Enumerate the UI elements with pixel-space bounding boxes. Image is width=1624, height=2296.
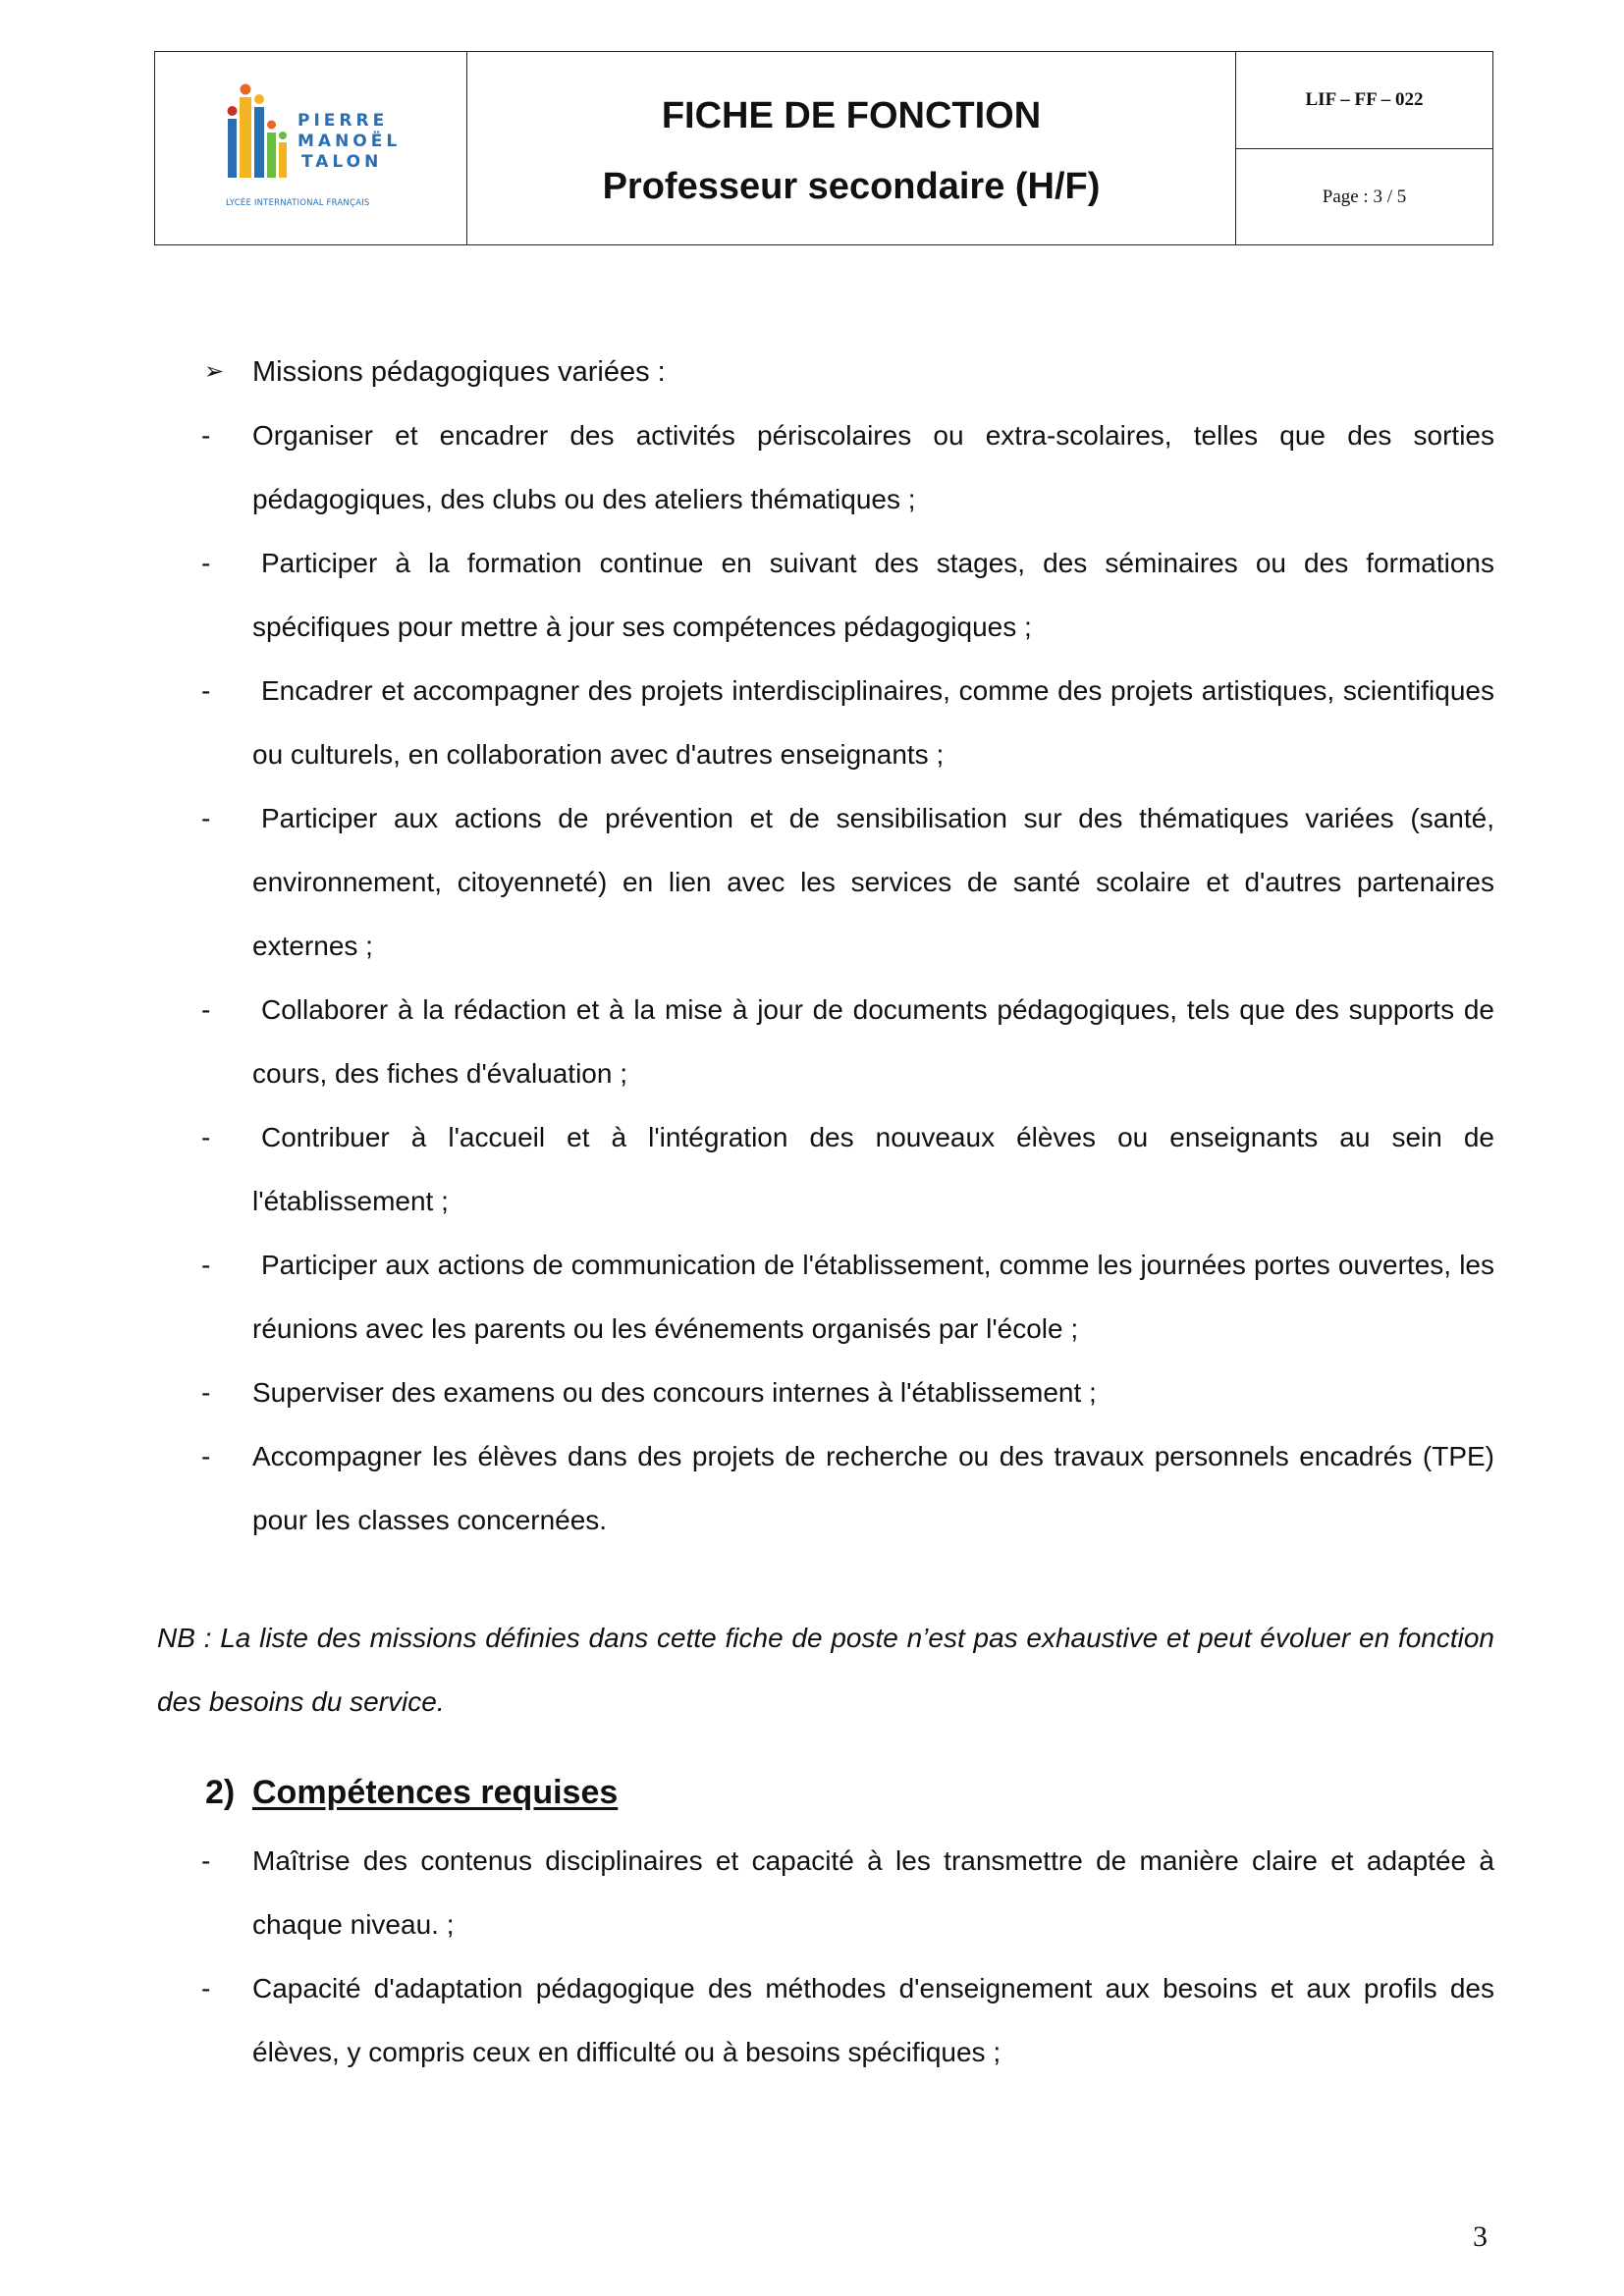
logo-tagline: LYCÉE INTERNATIONAL FRANÇAIS <box>226 198 370 208</box>
list-item-text: Contribuer à l'accueil et à l'intégration des nouveaux élèves ou enseignants au sein de l'établissement ; <box>252 1122 1494 1216</box>
list-item <box>157 1361 1494 1424</box>
document-header <box>154 51 1493 245</box>
school-logo <box>226 81 422 219</box>
page-indicator: Page : 3 / 5 <box>1322 186 1407 207</box>
meta-cell <box>1236 52 1492 244</box>
nb-text: : La liste des missions définies dans cette fiche de poste n’est pas exhaustive et peut évoluer en fonction des besoins du service. <box>157 1623 1494 1717</box>
document-reference: LIF – FF – 022 <box>1236 52 1492 149</box>
list-item <box>157 1424 1494 1552</box>
title-cell <box>467 52 1236 244</box>
logo-wordmark <box>298 111 401 173</box>
dash-bullet: - <box>201 675 211 706</box>
nb-label: NB <box>157 1623 195 1653</box>
dash-bullet: - <box>201 803 211 833</box>
document-body <box>157 348 1494 2084</box>
list-item-text: Maîtrise des contenus disciplinaires et capacité à les transmettre de manière claire et adaptée à chaque niveau. ; <box>252 1845 1494 1940</box>
dash-bullet: - <box>201 994 211 1025</box>
document-subtitle: Professeur secondaire (H/F) <box>602 166 1101 207</box>
list-item-text: Participer aux actions de communication de l'établissement, comme les journées portes ouvertes, les réunions avec les parents ou les événements organisés par l'école ; <box>252 1250 1494 1344</box>
dash-bullet: - <box>201 420 211 451</box>
section-missions-title: Missions pédagogiques variées : <box>252 356 666 388</box>
list-item-text: Encadrer et accompagner des projets interdisciplinaires, comme des projets artistiques, scientifiques ou culturels, en collaboration avec d'autres enseignants ; <box>252 675 1494 770</box>
list-item <box>157 1233 1494 1361</box>
logo-line-2: MANOËL <box>298 132 402 151</box>
logo-cell <box>155 52 467 244</box>
logo-line-3: TALON <box>301 152 383 172</box>
list-item-text: Capacité d'adaptation pédagogique des méthodes d'enseignement aux besoins et aux profils des élèves, y compris ceux en difficulté ou à besoins spécifiques ; <box>252 1973 1494 2067</box>
page-number: 3 <box>1473 2220 1488 2253</box>
list-item-text: Collaborer à la rédaction et à la mise à jour de documents pédagogiques, tels que des supports de cours, des fiches d'évaluation ; <box>252 994 1494 1089</box>
list-item <box>157 978 1494 1105</box>
logo-line-1: PIERRE <box>298 111 389 131</box>
list-item <box>157 1829 1494 1956</box>
dash-bullet: - <box>201 1845 211 1876</box>
document-title: FICHE DE FONCTION <box>661 95 1042 136</box>
dash-bullet: - <box>201 1441 211 1471</box>
section-number: 2) <box>205 1774 236 1811</box>
list-item-text: Accompagner les élèves dans des projets de recherche ou des travaux personnels encadrés (TPE) pour les classes concernées. <box>252 1441 1494 1535</box>
list-item <box>157 1105 1494 1233</box>
dash-bullet: - <box>201 1377 211 1408</box>
section-competences-heading <box>157 1758 1494 1827</box>
missions-list <box>157 403 1494 1552</box>
dash-bullet: - <box>201 1973 211 2003</box>
list-item <box>157 531 1494 659</box>
list-item <box>157 659 1494 786</box>
logo-mark-icon <box>226 81 297 189</box>
dash-bullet: - <box>201 548 211 578</box>
competences-list <box>157 1829 1494 2084</box>
dash-bullet: - <box>201 1122 211 1152</box>
arrow-bullet-icon: ➢ <box>204 358 225 385</box>
list-item-text: Participer aux actions de prévention et de sensibilisation sur des thématiques variées (santé, environnement, citoyenneté) en lien avec les services de santé scolaire et d'autres partenaires externes ; <box>252 803 1494 961</box>
list-item-text: Superviser des examens ou des concours internes à l'établissement ; <box>252 1377 1097 1408</box>
dash-bullet: - <box>201 1250 211 1280</box>
list-item <box>157 403 1494 531</box>
list-item-text: Participer à la formation continue en suivant des stages, des séminaires ou des formations spécifiques pour mettre à jour ses compétences pédagogiques ; <box>252 548 1494 642</box>
list-item-text: Organiser et encadrer des activités périscolaires ou extra-scolaires, telles que des sorties pédagogiques, des clubs ou des ateliers thématiques ; <box>252 420 1494 514</box>
nb-note <box>157 1606 1494 1734</box>
section-competences-title: Compétences requises <box>252 1774 619 1811</box>
list-item <box>157 786 1494 978</box>
list-item <box>157 1956 1494 2084</box>
section-missions-heading <box>157 348 1494 396</box>
